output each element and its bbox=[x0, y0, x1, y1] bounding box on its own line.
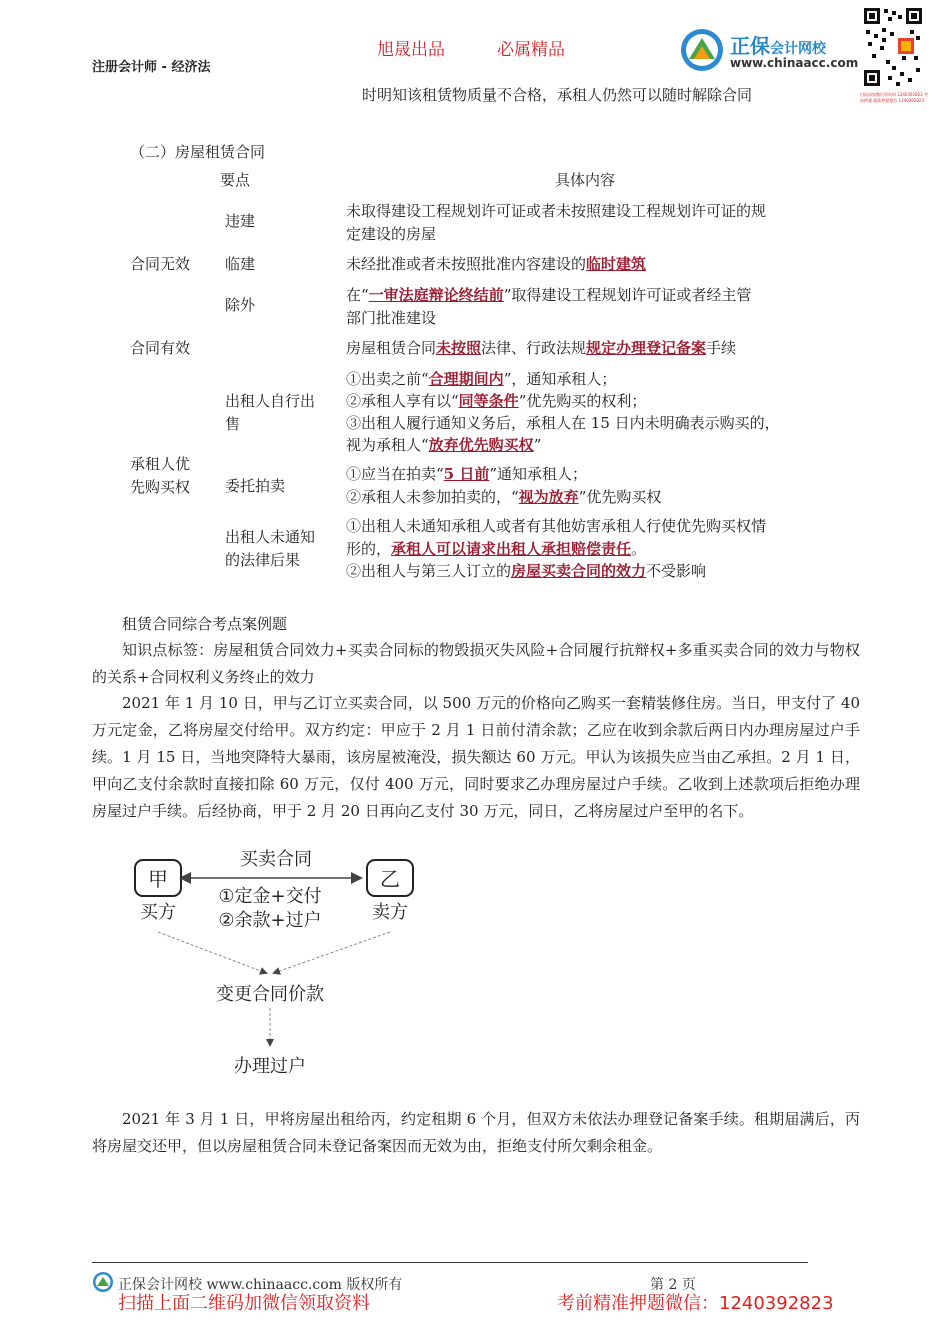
continued-text: 时明知该租赁物质量不合格，承租人仍然可以随时解除合同 bbox=[362, 86, 753, 104]
header-slogan-right: 必属精品 bbox=[497, 40, 565, 60]
chinaacc-logo bbox=[680, 28, 860, 76]
header-slogan-left: 旭晟出品 bbox=[377, 40, 445, 60]
buyer-role: 买方 bbox=[140, 902, 176, 923]
table-header-content: 具体内容 bbox=[555, 171, 616, 189]
seller-name: 乙 bbox=[380, 867, 400, 891]
invalid-label: 合同无效 bbox=[130, 255, 191, 273]
no-notice-key-2: 的法律后果 bbox=[225, 551, 301, 569]
seller-branch-line bbox=[274, 932, 390, 973]
exception-text-2: 部门批准建设 bbox=[346, 309, 437, 327]
exception-text-1: 在“一审法庭辩论终结前”取得建设工程规划许可证或者经主管 bbox=[346, 286, 752, 304]
self-sale-key-1: 出租人自行出 bbox=[225, 392, 316, 410]
table-header-point: 要点 bbox=[220, 171, 251, 189]
qr-code-icon bbox=[862, 6, 924, 88]
no-notice-item-1b: 形的，承租人可以请求出租人承担赔偿责任。 bbox=[346, 540, 647, 558]
logo-mark-icon bbox=[680, 28, 724, 72]
footer-copyright: 正保会计网校 www.chinaacc.com 版权所有 bbox=[118, 1277, 403, 1293]
no-notice-key-1: 出租人未通知 bbox=[225, 528, 316, 546]
self-sale-item-3b: 视为承租人“放弃优先购买权” bbox=[346, 436, 542, 454]
self-sale-item-3a: ③出租人履行通知义务后，承租人在 15 日内未明确表示购买的， bbox=[346, 414, 780, 432]
footer-promo-right: 考前精准押题微信：1240392823 bbox=[557, 1293, 834, 1314]
contract-label: 买卖合同 bbox=[240, 849, 312, 870]
footer-logo-icon bbox=[92, 1271, 114, 1293]
case-paragraph-1: 2021 年 1 月 10 日，甲与乙订立买卖合同，以 500 万元的价格向乙购买一套精装修住房。当日，甲支付了 40 万元定金，乙将房屋交付给甲。双方约定：甲应于 2 月 1 日前付清余款；乙应在收到余款后两日内办理房屋过户手续。1 月 15 日，当地突降特大暴雨，该房屋被淹没，损失额达 60 万元。甲认为该损失应当由乙承担。2 月 1 日，甲向乙支付余款时直接扣除 60 万元，仅付 400 万元，同时要求乙办理房屋过户手续。乙收到上述款项后拒绝办理房屋过户手续。后经协商，甲于 2 月 20 日再向乙支付 30 万元，同日，乙将房屋过户至甲的名下。 bbox=[92, 694, 860, 820]
step-deposit-delivery: ①定金+交付 bbox=[218, 886, 322, 907]
footer-page-number: 第 2 页 bbox=[650, 1277, 696, 1293]
temporary-building-text: 未经批准或者未按照批准内容建设的临时建筑 bbox=[346, 255, 647, 273]
illegal-building-text-1: 未取得建设工程规划许可证或者未按照建设工程规划许可证的规 bbox=[346, 202, 767, 220]
self-sale-item-2: ②承租人享有以“同等条件”优先购买的权利； bbox=[346, 392, 647, 410]
buyer-name: 甲 bbox=[148, 867, 168, 891]
step-balance-transfer: ②余款+过户 bbox=[218, 910, 322, 931]
footer-promo-left: 扫描上面二维码加微信领取资料 bbox=[118, 1293, 370, 1314]
change-price-node: 变更合同价款 bbox=[216, 984, 324, 1005]
transfer-node: 办理过户 bbox=[234, 1056, 306, 1077]
logo-url: www.chinaacc.com bbox=[730, 56, 859, 70]
no-notice-item-1a: ①出租人未通知承租人或者有其他妨害承租人行使优先购买权情 bbox=[346, 517, 767, 535]
buyer-branch-line bbox=[158, 932, 266, 973]
auction-item-2: ②承租人未参加拍卖的，“视为放弃”优先购买权 bbox=[346, 488, 662, 506]
exception-key: 除外 bbox=[225, 296, 256, 314]
auction-item-1: ①应当在拍卖“5 日前”通知承租人； bbox=[346, 465, 588, 483]
preemption-label-1: 承租人优 bbox=[130, 455, 191, 473]
preemption-label-2: 先购买权 bbox=[130, 478, 191, 496]
case-heading: 租赁合同综合考点案例题 bbox=[122, 615, 288, 633]
footer-divider bbox=[92, 1262, 808, 1263]
transaction-flow-diagram bbox=[120, 840, 420, 1090]
auction-key: 委托拍卖 bbox=[225, 477, 286, 495]
case-tags: 知识点标签：房屋租赁合同效力+买卖合同标的物毁损灭失风险+合同履行抗辩权+多重买卖合同的效力与物权的关系+合同权利义务终止的效力 bbox=[92, 641, 860, 686]
temporary-building-key: 临建 bbox=[225, 255, 256, 273]
valid-label: 合同有效 bbox=[130, 339, 191, 357]
qr-caption: 扫码添加微信领资料 1240392823 考前押题 精准押题微信 1240392823 bbox=[860, 92, 928, 103]
illegal-building-key: 违建 bbox=[225, 212, 256, 230]
valid-text: 房屋租赁合同未按照法律、行政法规规定办理登记备案手续 bbox=[346, 339, 737, 357]
no-notice-item-2: ②出租人与第三人订立的房屋买卖合同的效力不受影响 bbox=[346, 562, 707, 580]
header-course-title: 注册会计师 - 经济法 bbox=[92, 60, 211, 75]
seller-role: 卖方 bbox=[372, 902, 408, 923]
section-title: （二）房屋租赁合同 bbox=[130, 143, 266, 161]
self-sale-item-1: ①出卖之前“合理期间内”，通知承租人； bbox=[346, 370, 617, 388]
illegal-building-text-2: 定建设的房屋 bbox=[346, 225, 437, 243]
self-sale-key-2: 售 bbox=[225, 415, 241, 433]
logo-name: 正保会计网校 bbox=[730, 34, 826, 58]
case-paragraph-2: 2021 年 3 月 1 日，甲将房屋出租给丙，约定租期 6 个月，但双方未依法办理登记备案手续。租期届满后，丙将房屋交还甲，但以房屋租赁合同未登记备案因而无效为由，拒绝支付所欠剩余租金。 bbox=[92, 1110, 860, 1155]
